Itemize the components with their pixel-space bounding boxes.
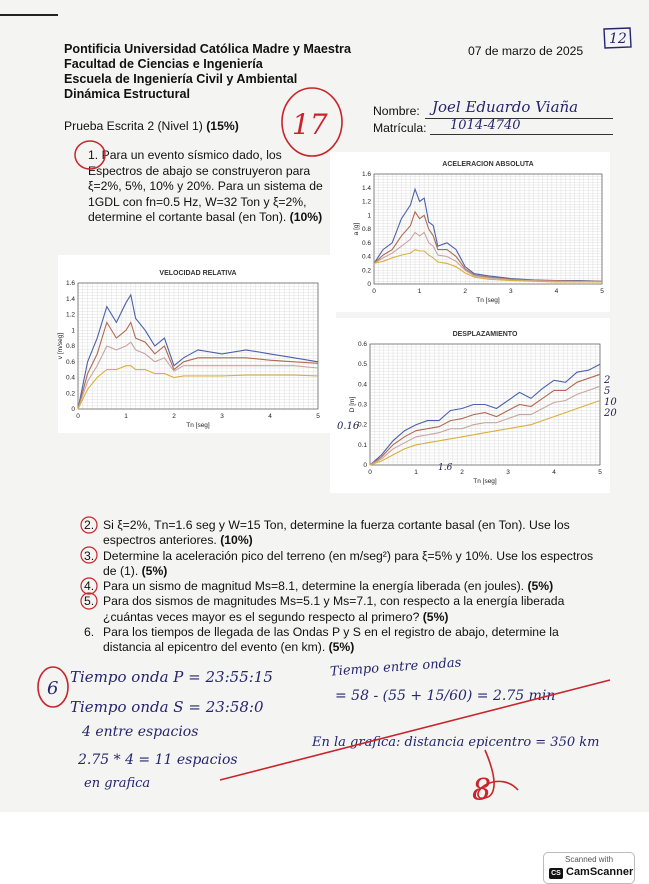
y-tick-label: 0.2 <box>357 421 367 429</box>
name-label: Nombre: <box>373 104 420 118</box>
question-3: 3. Determine la aceleración pico del terreno (en m/seg²) para ξ=5% y 10%. Use los espectros de (1). (5%) <box>84 548 594 578</box>
question-5: 5. Para dos sismos de magnitudes Ms=5.1 y Ms=7.1, con respecto a la energía liberada ¿cuántas veces mayor es el segundo respecto al primero? (5%) <box>84 594 565 624</box>
x-tick-label: 2 <box>460 469 464 476</box>
y-axis-label: a [g] <box>353 222 360 236</box>
hw-line-5: en grafica <box>84 776 151 791</box>
hw-line-4: 2.75 * 4 = 11 espacios <box>78 752 238 768</box>
svg-text:6: 6 <box>47 678 59 699</box>
answer-6-circle <box>34 664 72 712</box>
period-note: 1.6 <box>438 463 453 473</box>
question-4: 4. Para un sismo de magnitud Ms=8.1, determine la energía liberada (en joules). (5%) <box>84 579 554 594</box>
question-circles <box>76 514 102 624</box>
x-tick-label: 3 <box>506 469 510 476</box>
chart-velocidad <box>58 255 336 433</box>
q1-circle <box>70 138 110 172</box>
y-tick-label: 0.4 <box>357 381 367 389</box>
y-axis-label: v [m/seg] <box>57 332 64 360</box>
hw-right-3: En la grafica: distancia epicentro = 350 km <box>312 735 600 750</box>
exam-title: Prueba Escrita 2 (Nivel 1) (15%) <box>64 119 239 133</box>
y-tick-label: 0.2 <box>65 390 75 398</box>
red-marks <box>200 640 640 810</box>
y-tick-label: 0.4 <box>361 253 371 261</box>
question-2: 2. Si ξ=2%, Tn=1.6 seg y W=15 Ton, determine la fuerza cortante basal (en Ton). Use los espectros anteriores. (10%) <box>84 518 570 548</box>
x-tick-label: 5 <box>600 288 604 295</box>
y-tick-label: 1.6 <box>65 280 75 287</box>
y-tick-label: 0.6 <box>357 341 367 348</box>
x-axis-label: Tn [seg] <box>476 297 500 304</box>
x-axis-label: Tn [seg] <box>473 478 497 485</box>
y-tick-label: 0.1 <box>357 441 367 449</box>
scanner-name: CamScanner <box>566 866 634 878</box>
student-name: Joel Eduardo Viaña <box>432 98 579 116</box>
grade-bottom: 8 <box>472 773 492 808</box>
y-tick-label: 1.2 <box>65 311 75 319</box>
x-axis-label: Tn [seg] <box>186 422 210 429</box>
y-tick-label: 1 <box>71 327 75 335</box>
y-tick-label: 0.4 <box>65 374 75 382</box>
x-tick-label: 4 <box>268 413 272 420</box>
y-tick-label: 0.8 <box>361 226 371 233</box>
hw-line-2: Tiempo onda S = 23:58:0 <box>70 698 264 716</box>
y-tick-label: 1.4 <box>65 295 75 303</box>
y-tick-label: 1.6 <box>361 171 371 178</box>
score-mark: 12 <box>609 31 627 47</box>
id-underline <box>430 134 613 135</box>
chart-title: DESPLAZAMIENTO <box>452 331 518 338</box>
y-tick-label: 0.3 <box>357 401 367 409</box>
x-tick-label: 5 <box>598 469 602 476</box>
damping-labels: 2 5 10 20 <box>604 375 617 419</box>
x-tick-label: 0 <box>368 469 372 476</box>
exam-date: 07 de marzo de 2025 <box>468 44 584 58</box>
x-tick-label: 4 <box>552 469 556 476</box>
question-1: 1. Para un evento sísmico dado, los Espectros de abajo se construyeron para ξ=2%, 5%, 10% y 20%. Para un sistema de 1GDL con fn=0.5 Hz, W=32 Ton y ξ=2%, determine el cortante basal (en Ton). (10%) <box>88 148 323 224</box>
x-tick-label: 3 <box>508 288 513 295</box>
y-tick-label: 0 <box>363 462 367 469</box>
chart-desplazamiento <box>330 318 610 493</box>
id-label: Matrícula: <box>373 121 427 135</box>
y-tick-label: 0 <box>367 281 371 288</box>
score-box <box>600 25 634 51</box>
hw-line-1: Tiempo onda P = 23:55:15 <box>70 668 273 686</box>
x-tick-label: 2 <box>463 288 468 295</box>
y-tick-label: 0.6 <box>65 358 75 366</box>
school-name: Escuela de Ingeniería Civil y Ambiental <box>64 72 298 86</box>
student-id: 1014-4740 <box>450 118 521 133</box>
chart-title: ACELERACION ABSOLUTA <box>442 161 534 168</box>
question-list <box>84 518 604 656</box>
x-tick-label: 2 <box>172 413 176 420</box>
y-tick-label: 1.4 <box>361 184 371 192</box>
scanner-badge <box>543 852 635 884</box>
course-name: Dinámica Estructural <box>64 87 190 101</box>
faculty-name: Facultad de Ciencias e Ingeniería <box>64 57 263 71</box>
y-tick-label: 1.2 <box>361 198 371 206</box>
hw-right-1: Tiempo entre ondas <box>329 655 462 680</box>
chart-aceleracion <box>330 152 610 312</box>
x-tick-label: 1 <box>417 288 422 295</box>
y-tick-label: 0.2 <box>361 267 371 275</box>
x-tick-label: 1 <box>124 413 128 420</box>
y-tick-label: 0.6 <box>361 239 371 247</box>
x-tick-label: 0 <box>372 288 376 295</box>
university-name: Pontificia Universidad Católica Madre y Maestra <box>64 42 351 56</box>
top-mark <box>0 14 58 16</box>
hw-line-3: 4 entre espacios <box>82 724 199 740</box>
y-axis-label: D [m] <box>349 396 356 413</box>
hw-right-2: = 58 - (55 + 15/60) = 2.75 min <box>335 688 556 704</box>
x-tick-label: 3 <box>220 413 224 420</box>
pga-note: PGA <box>331 243 356 256</box>
y-tick-label: 1 <box>367 212 371 220</box>
acc-note: 0.16 <box>337 421 360 432</box>
y-tick-label: 0.8 <box>65 343 75 350</box>
chart-title: VELOCIDAD RELATIVA <box>159 270 237 277</box>
grade-mark: 17 <box>292 108 328 141</box>
scanner-caption: Scanned with <box>564 855 614 864</box>
camscanner-logo-icon: CS <box>549 868 563 879</box>
x-tick-label: 5 <box>316 413 320 420</box>
x-tick-label: 4 <box>554 288 559 295</box>
y-tick-label: 0.5 <box>357 361 367 369</box>
question-6: 6. Para los tiempos de llegada de las Ondas P y S en el registro de abajo, determine la distancia al epicentro del evento (en km). (5%) <box>84 625 559 655</box>
x-tick-label: 0 <box>76 413 80 420</box>
y-tick-label: 0 <box>71 406 75 413</box>
x-tick-label: 1 <box>414 469 418 476</box>
